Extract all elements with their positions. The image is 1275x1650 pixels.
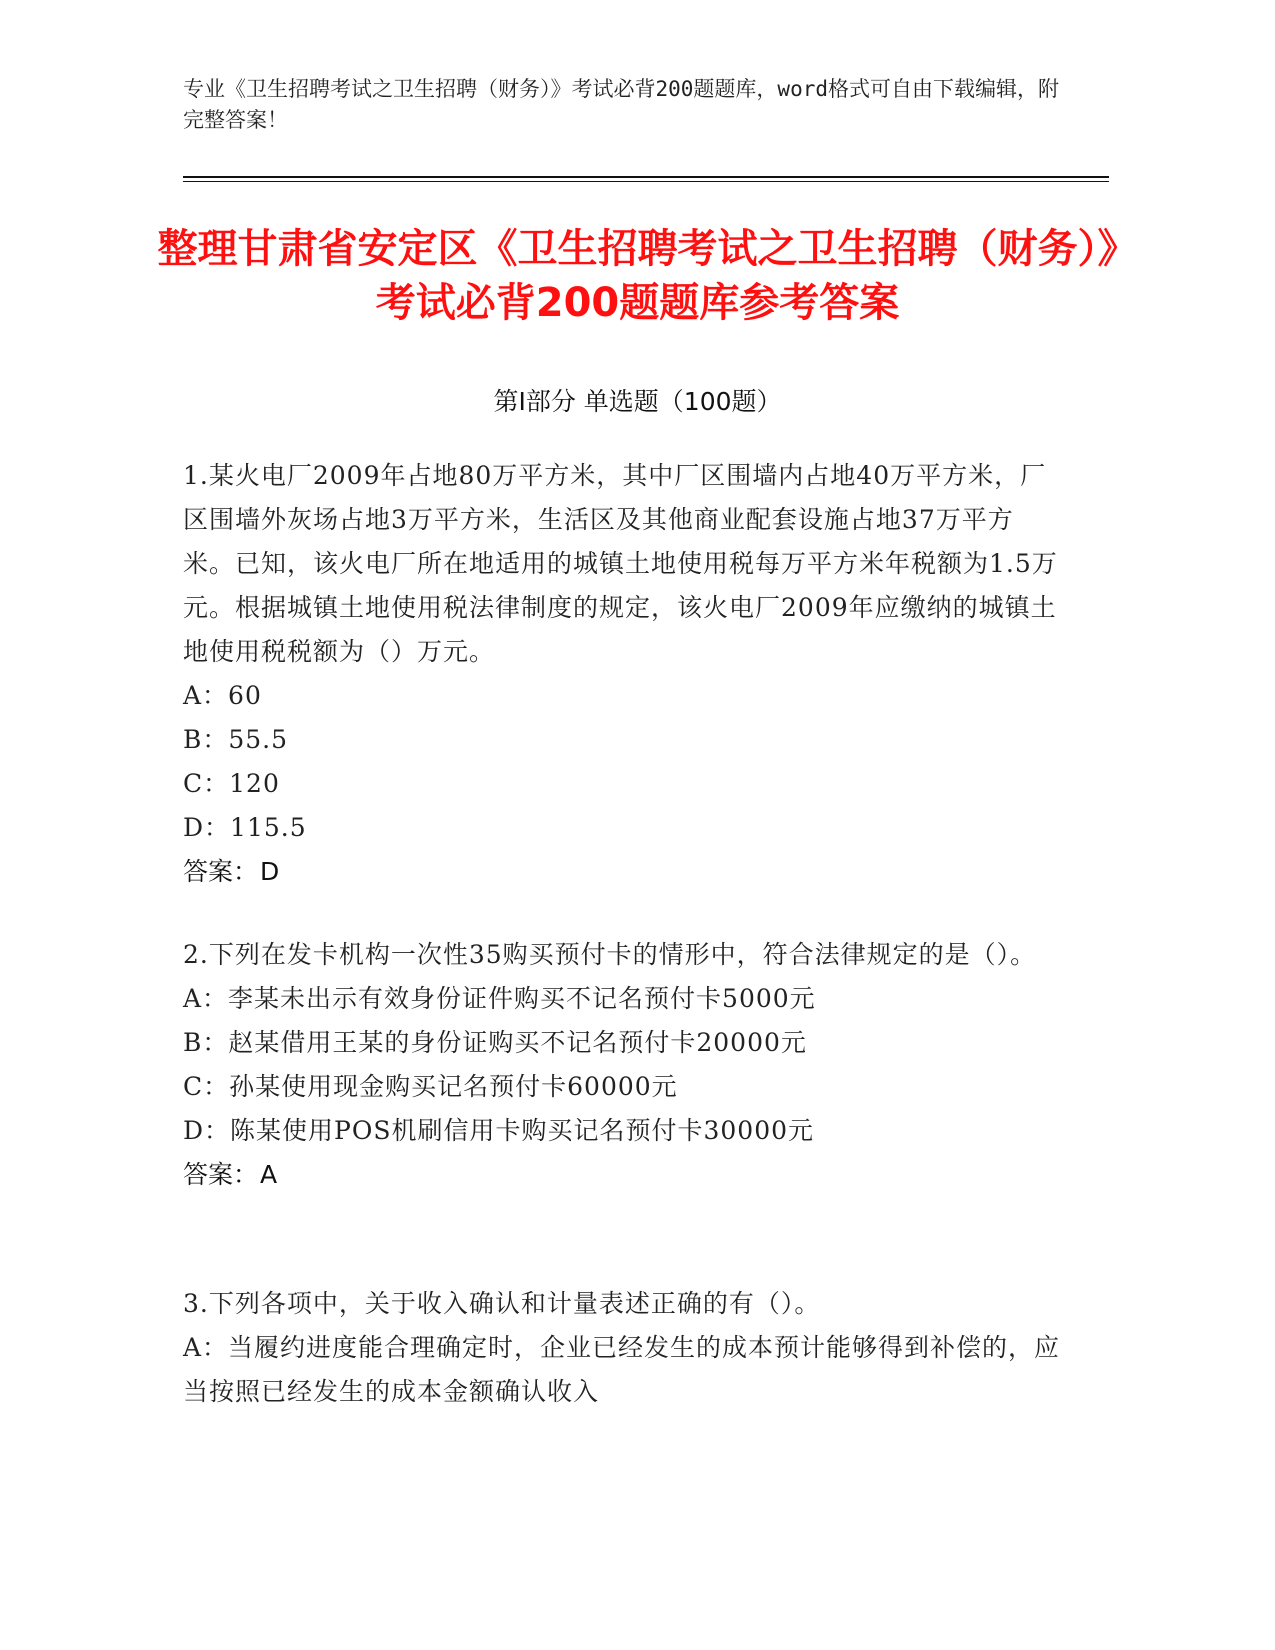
option-b: B：赵某借用王某的身份证购买不记名预付卡20000元 [183, 1028, 807, 1057]
header-divider-thin [183, 181, 1109, 182]
answer-line [183, 1153, 1063, 1197]
option-b: B：55.5 [183, 725, 289, 754]
option-c: C：120 [183, 769, 280, 798]
answer-label: 答案： [183, 857, 259, 886]
option-d: D：陈某使用POS机刷信用卡购买记名预付卡30000元 [183, 1116, 815, 1145]
section-heading: 第Ⅰ部分 单选题（100题） [493, 387, 782, 416]
option-c: C：孙某使用现金购买记名预付卡60000元 [183, 1072, 678, 1101]
question-stem: 1.某火电厂2009年占地80万平方米，其中厂区围墙内占地40万平方米，厂区围墙外灰场占地3万平方米，生活区及其他商业配套设施占地37万平方米。已知，该火电厂所在地适用的城镇土地使用税每万平方米年税额为1.5万元。根据城镇土地使用税法律制度的规定，该火电厂2009年应缴纳的城镇土地使用税税额为（）万元。 [183, 461, 1058, 666]
question-stem: 3.下列各项中，关于收入确认和计量表述正确的有（）。 [183, 1289, 821, 1318]
option-a: A：60 [183, 681, 262, 710]
question-3 [183, 1282, 1063, 1414]
answer-label: 答案： [183, 1160, 259, 1189]
header-divider-thick [183, 176, 1109, 178]
document-title: 整理甘肃省安定区《卫生招聘考试之卫生招聘（财务）》考试必背200题题库参考答案 [157, 226, 1118, 326]
option-d: D：115.5 [183, 813, 307, 842]
answer-value: A [260, 1160, 278, 1189]
option-a: A：当履约进度能合理确定时，企业已经发生的成本预计能够得到补偿的，应当按照已经发生的成本金额确认收入 [183, 1333, 1061, 1406]
answer-line [183, 850, 1063, 894]
header-note: 专业《卫生招聘考试之卫生招聘（财务）》考试必背200题题库，word格式可自由下载编辑，附完整答案！ [183, 77, 1059, 132]
question-stem: 2.下列在发卡机构一次性35购买预付卡的情形中，符合法律规定的是（）。 [183, 940, 1037, 969]
option-a: A：李某未出示有效身份证件购买不记名预付卡5000元 [183, 984, 816, 1013]
question-1 [183, 454, 1063, 894]
question-2 [183, 933, 1063, 1197]
answer-value: D [260, 857, 280, 886]
